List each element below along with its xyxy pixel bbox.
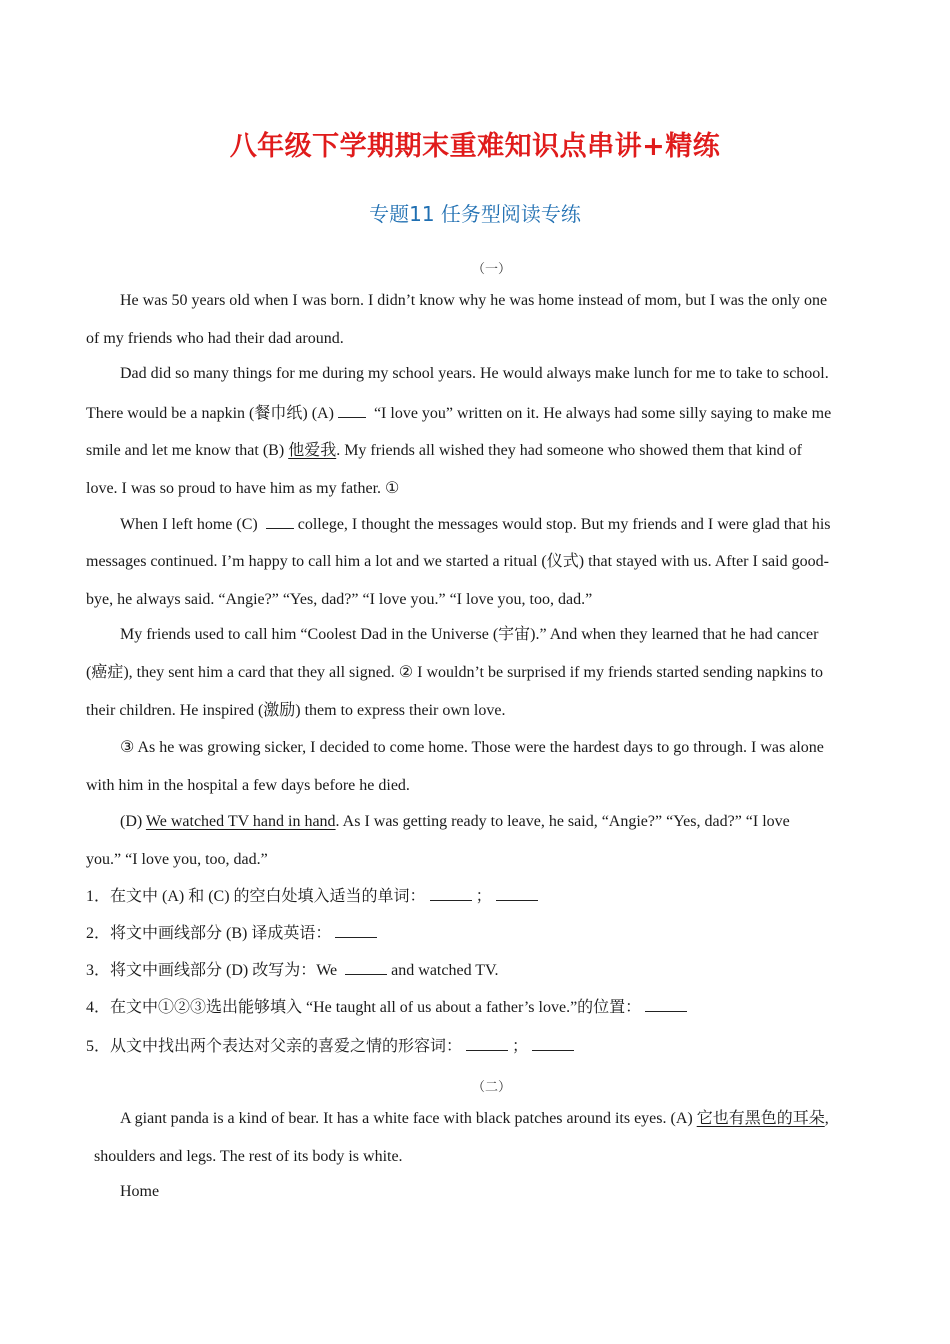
question-number: 4． — [86, 999, 111, 1016]
text-span: . As I was getting ready to leave, he said, “Angie?” “Yes, dad?” “I love — [335, 813, 790, 830]
blank-a — [338, 403, 366, 418]
paragraph-line — [86, 403, 831, 424]
question-3 — [86, 960, 499, 981]
underlined-phrase-b: 他爱我 — [288, 442, 337, 459]
answer-blank[interactable] — [466, 1036, 508, 1051]
answer-blank[interactable] — [496, 886, 538, 901]
page-title: 八年级下学期期末重难知识点串讲+精练 — [229, 131, 721, 162]
blank-c — [266, 514, 294, 529]
paragraph-line: ③ As he was growing sicker, I decided to come home. Those were the hardest days to go through. I was alone — [120, 739, 824, 756]
section-heading: Home — [120, 1183, 160, 1200]
underlined-phrase-d: We watched TV hand in hand — [145, 813, 336, 830]
paragraph-line — [120, 514, 831, 535]
text-span: A giant panda is a kind of bear. It has a white face with black patches around its eyes. (A) — [120, 1110, 697, 1127]
paragraph-line — [120, 812, 790, 832]
question-text: 在文中①②③选出能够填入 “He taught all of us about a father’s love.”的位置： — [110, 999, 642, 1016]
text-span: college, I thought the messages would stop. But my friends and I were glad that his — [297, 516, 831, 533]
question-4 — [86, 997, 691, 1018]
paragraph-line: their children. He inspired (激励) them to express their own love. — [86, 702, 506, 719]
text-span: (D) — [120, 813, 146, 830]
question-text: 在文中 (A) 和 (C) 的空白处填入适当的单词： — [110, 888, 426, 905]
text-span: smile and let me know that (B) — [86, 442, 289, 459]
paragraph-line: bye, he always said. “Angie?” “Yes, dad?” “I love you.” “I love you, too, dad.” — [86, 591, 593, 608]
question-number: 1． — [86, 888, 111, 905]
paragraph-line: you.” “I love you, too, dad.” — [86, 851, 268, 868]
question-number: 2． — [86, 925, 111, 942]
paragraph-line: of my friends who had their dad around. — [86, 330, 344, 347]
section-label-1: （一） — [471, 261, 511, 276]
paragraph-line: love. I was so proud to have him as my father. ① — [86, 480, 400, 497]
text-span: There would be a napkin (餐巾纸) (A) — [86, 405, 334, 422]
separator: ； — [475, 888, 492, 905]
answer-blank[interactable] — [345, 960, 387, 975]
paragraph-line: messages continued. I’m happy to call him a lot and we started a ritual (仪式) that stayed with us. After I said good- — [86, 553, 829, 570]
text-span: “I love you” written on it. He always had some silly saying to make me — [369, 405, 832, 422]
question-text: 将文中画线部分 (B) 译成英语： — [110, 925, 332, 942]
paragraph-line: with him in the hospital a few days before he died. — [86, 777, 410, 794]
question-text: 从文中找出两个表达对父亲的喜爱之情的形容词： — [110, 1038, 463, 1055]
question-1 — [86, 886, 542, 907]
underlined-phrase-a: 它也有黑色的耳朵 — [696, 1110, 825, 1127]
question-2 — [86, 923, 381, 944]
paragraph-line: He was 50 years old when I was born. I didn’t know why he was home instead of mom, but I was the only one — [120, 292, 828, 309]
text-span: When I left home (C) — [120, 516, 262, 533]
answer-blank[interactable] — [645, 997, 687, 1012]
question-5 — [86, 1036, 578, 1057]
answer-blank[interactable] — [430, 886, 472, 901]
paragraph-line: My friends used to call him “Coolest Dad in the Universe (宇宙).” And when they learned that he had cancer — [120, 626, 819, 643]
answer-blank[interactable] — [532, 1036, 574, 1051]
page-subtitle: 专题11 任务型阅读专练 — [369, 202, 581, 226]
question-number: 5． — [86, 1038, 111, 1055]
answer-blank[interactable] — [335, 923, 377, 938]
separator: ； — [512, 1038, 529, 1055]
paragraph-line: Dad did so many things for me during my school years. He would always make lunch for me to take to school. — [120, 365, 829, 382]
text-span: , — [824, 1110, 829, 1127]
question-text-tail: and watched TV. — [391, 962, 499, 979]
paragraph-line — [120, 1109, 829, 1129]
text-span: . My friends all wished they had someone who showed them that kind of — [336, 442, 802, 459]
paragraph-line: (癌症), they sent him a card that they all signed. ② I wouldn’t be surprised if my friends started sending napkins to — [86, 664, 824, 681]
question-number: 3． — [86, 962, 111, 979]
paragraph-line: shoulders and legs. The rest of its body is white. — [94, 1148, 403, 1165]
question-text: 将文中画线部分 (D) 改写为：We — [110, 962, 342, 979]
paragraph-line — [86, 441, 802, 461]
section-label-2: （二） — [471, 1079, 511, 1094]
